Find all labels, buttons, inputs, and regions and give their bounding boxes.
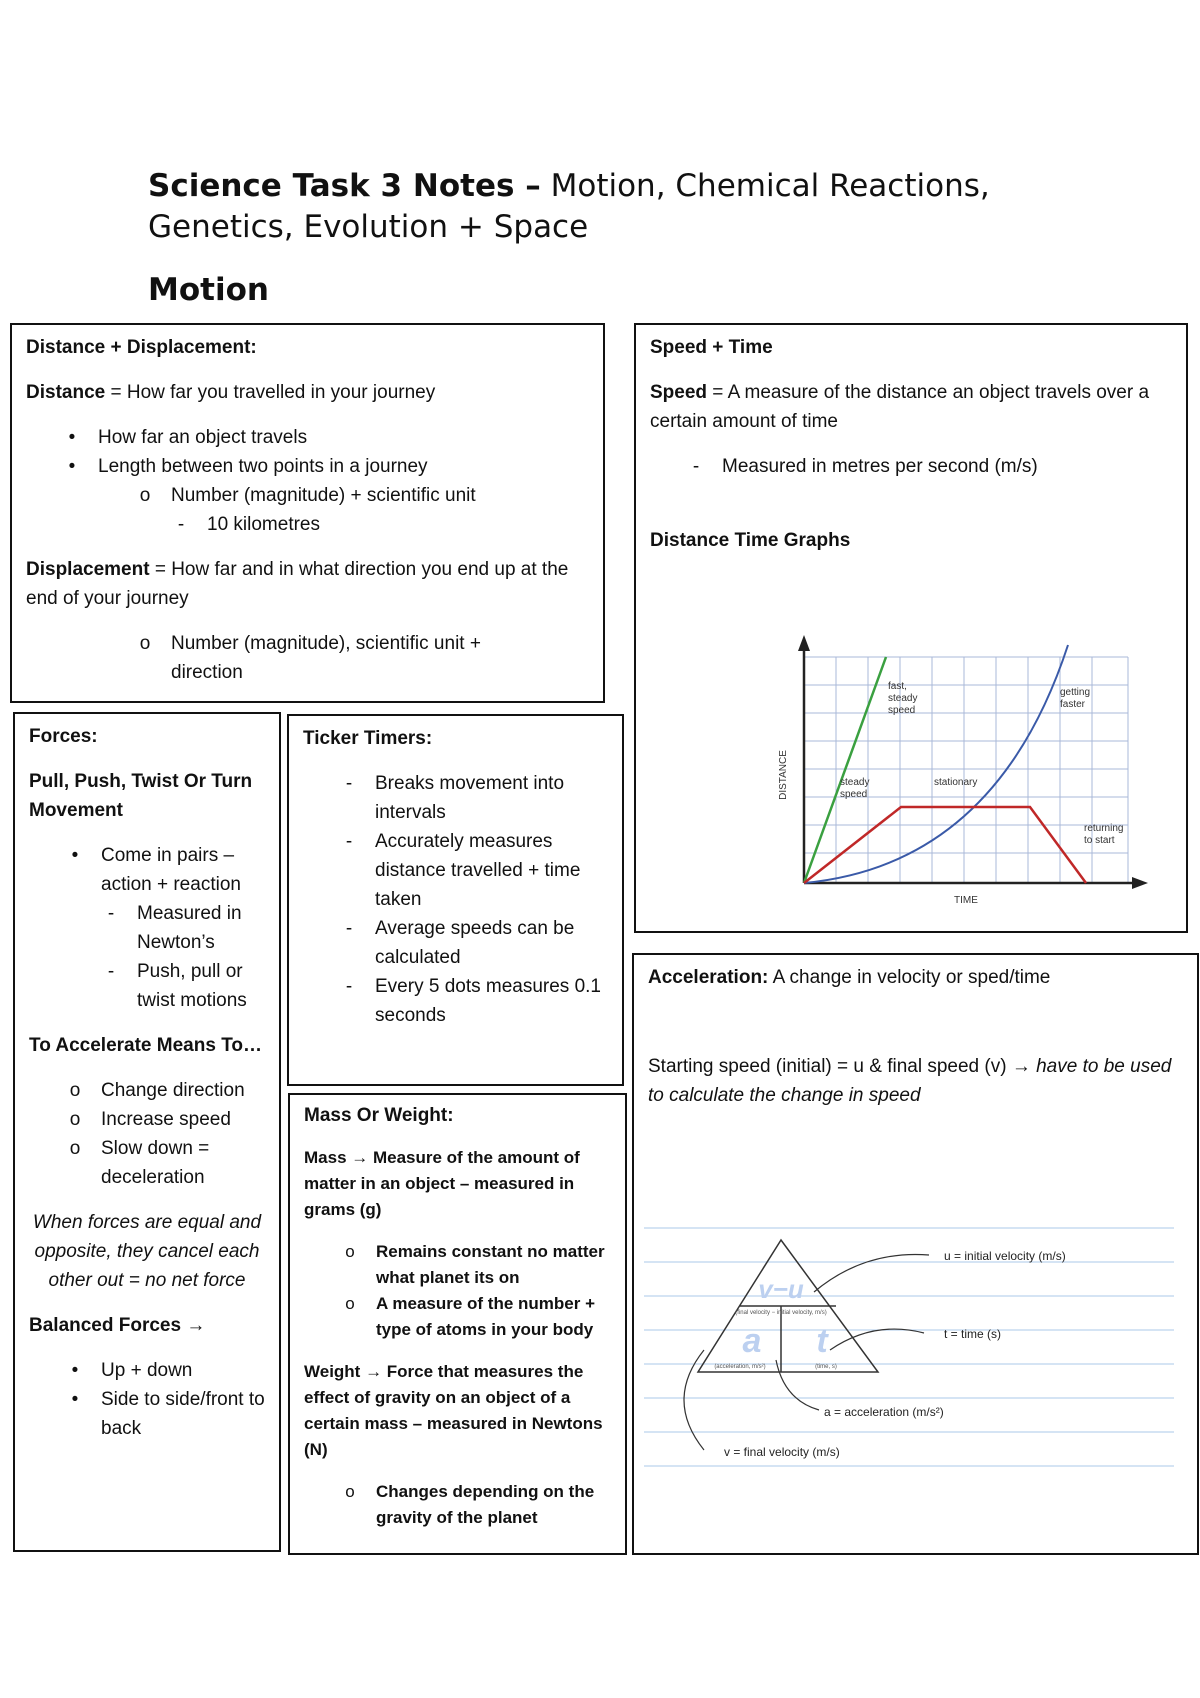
label-fast: fast,: [888, 681, 907, 692]
acceleration-heading: [648, 963, 1183, 992]
accel-item-3: Slow down = deceleration: [101, 1138, 210, 1188]
distance-heading: Distance + Displacement:: [26, 337, 257, 358]
displacement-def-text: = How far and in what direction you end up at the end of your journey: [26, 559, 569, 609]
distance-sub-2: 10 kilometres: [207, 514, 320, 535]
note-t: t = time (s): [944, 1327, 1002, 1341]
distance-time-graph: [776, 635, 1156, 905]
forces-dash-2: Push, pull or twist motions: [137, 961, 247, 1011]
y-axis-arrow-icon: [798, 635, 810, 651]
acceleration-term: Acceleration:: [648, 967, 769, 988]
list-item: • How far an object travels: [68, 427, 308, 448]
note-a: a = acceleration (m/s²): [824, 1405, 944, 1419]
label-steady-1: steady: [888, 693, 918, 704]
label-steady-2: steady: [840, 777, 870, 788]
list-item: o Number (magnitude), scientific unit + direction: [139, 633, 481, 683]
speed-dash-1: Measured in metres per second (m/s): [722, 456, 1038, 477]
list-item: - Measured in metres per second (m/s): [692, 456, 1038, 477]
mass-weight-box: [288, 1093, 627, 1555]
arrow-u: [814, 1254, 929, 1292]
ticker-heading: Ticker Timers:: [303, 728, 433, 749]
ticker-item-4: Every 5 dots measures 0.1 seconds: [375, 976, 601, 1026]
list-item: • Come in pairs – action + reaction: [71, 845, 241, 895]
x-axis-arrow-icon: [1132, 877, 1148, 889]
label-returning: returning: [1084, 823, 1124, 834]
balanced-item-1: Up + down: [101, 1360, 193, 1381]
acceleration-box: [632, 953, 1199, 1555]
label-faster: faster: [1060, 699, 1086, 710]
speed-term: Speed: [650, 382, 708, 403]
acceleration-note-plain: Starting speed (initial) = u & final speed (v) →: [648, 1056, 1037, 1077]
speed-def-text: = A measure of the distance an object travels over a certain amount of time: [650, 382, 1150, 432]
distance-definition: [26, 378, 589, 407]
label-speed-2: speed: [840, 789, 868, 800]
page-title: [148, 166, 1048, 248]
speed-heading: Speed + Time: [650, 337, 773, 358]
list-item: - 10 kilometres: [177, 514, 320, 535]
accel-item-1: Change direction: [101, 1080, 245, 1101]
distance-bullet-2: Length between two points in a journey: [98, 456, 428, 477]
acceleration-note: [648, 1052, 1183, 1110]
accel-item-2: Increase speed: [101, 1109, 231, 1130]
arrow-t: [830, 1329, 924, 1350]
weight-item-1: Changes depending on the gravity of the planet: [376, 1482, 595, 1527]
list-item: o Change direction: [69, 1080, 245, 1101]
accelerate-heading: To Accelerate Means To…: [29, 1035, 262, 1056]
balanced-forces-heading: Balanced Forces →: [29, 1315, 206, 1336]
list-item: - Average speeds can be calculated: [345, 918, 575, 968]
acceleration-formula-sketch: [644, 1210, 1184, 1500]
triangle-top-label: v−u: [758, 1274, 804, 1304]
list-item: • Side to side/front to back: [71, 1389, 265, 1439]
mass-intro: Mass → Measure of the amount of matter in an object – measured in grams (g): [304, 1148, 580, 1219]
list-item: - Every 5 dots measures 0.1 seconds: [345, 976, 601, 1026]
list-item: - Breaks movement into intervals: [345, 773, 565, 823]
list-item: o Increase speed: [69, 1109, 231, 1130]
page-title-rest: Motion, Chemical Reactions, Genetics, Evolution + Space: [148, 168, 990, 245]
list-item: - Accurately measures distance travelled + time taken: [345, 831, 581, 910]
displacement-term: Displacement: [26, 559, 150, 580]
mass-item-1: Remains constant no matter what planet its on: [376, 1242, 605, 1287]
list-item: • Length between two points in a journey: [68, 456, 428, 477]
balanced-item-2: Side to side/front to back: [101, 1389, 265, 1439]
ticker-timers-box: [287, 714, 624, 1086]
displacement-sub: Number (magnitude), scientific unit + direction: [171, 633, 481, 683]
forces-note: When forces are equal and opposite, they cancel each other out = no net force: [32, 1212, 262, 1291]
weight-intro: Weight → Force that measures the effect of gravity on an object of a certain mass – measured in Newtons (N): [304, 1362, 603, 1459]
triangle-a-small: (acceleration, m/s²): [714, 1364, 766, 1370]
triangle-top-small: (final velocity − initial velocity, m/s): [735, 1310, 827, 1316]
distance-sub-1: Number (magnitude) + scientific unit: [171, 485, 476, 506]
stationary-line: [804, 807, 1086, 883]
list-item: o Slow down = deceleration: [69, 1138, 210, 1188]
distance-term: Distance: [26, 382, 106, 403]
distance-def-text: = How far you travelled in your journey: [105, 382, 436, 403]
forces-subheading: Pull, Push, Twist Or Turn Movement: [29, 771, 253, 821]
triangle-t-label: t: [816, 1322, 828, 1360]
triangle-t-small: (time, s): [815, 1364, 837, 1370]
list-item: • Up + down: [71, 1360, 193, 1381]
ticker-item-3: Average speeds can be calculated: [375, 918, 575, 968]
list-item: - Measured in Newton’s: [107, 903, 242, 953]
label-stationary: stationary: [934, 777, 978, 788]
acceleration-note-italic: have to be used to calculate the change in speed: [648, 1056, 1172, 1106]
mass-item-2: A measure of the number + type of atoms in your body: [376, 1294, 596, 1339]
list-item: o Remains constant no matter what planet its on: [345, 1242, 605, 1287]
note-v: v = final velocity (m/s): [724, 1445, 840, 1459]
note-u: u = initial velocity (m/s): [944, 1249, 1066, 1263]
label-to-start: to start: [1084, 835, 1115, 846]
speed-definition: [650, 378, 1172, 436]
speed-time-box: [634, 323, 1188, 933]
ticker-item-1: Breaks movement into intervals: [375, 773, 565, 823]
forces-heading: Forces:: [29, 726, 98, 747]
acceleration-def: A change in velocity or sped/time: [768, 967, 1051, 988]
mass-heading: Mass Or Weight:: [304, 1105, 454, 1126]
distance-bullet-1: How far an object travels: [98, 427, 308, 448]
distance-displacement-box: [10, 323, 605, 703]
y-axis-label: DISTANCE: [778, 750, 789, 800]
label-speed-1: speed: [888, 705, 916, 716]
list-item: o Number (magnitude) + scientific unit: [139, 485, 476, 506]
fast-steady-line: [804, 657, 886, 883]
label-getting: getting: [1060, 687, 1091, 698]
arrow-a: [776, 1360, 819, 1410]
list-item: o Changes depending on the gravity of the planet: [345, 1482, 595, 1527]
displacement-definition: [26, 555, 589, 613]
section-heading: Motion: [148, 272, 269, 308]
forces-bullet-1: Come in pairs – action + reaction: [101, 845, 241, 895]
forces-box: [13, 712, 281, 1552]
list-item: o A measure of the number + type of atoms in your body: [345, 1294, 596, 1339]
page-title-bold: Science Task 3 Notes –: [148, 168, 541, 204]
ticker-item-2: Accurately measures distance travelled + time taken: [375, 831, 581, 910]
triangle-a-label: a: [742, 1322, 762, 1360]
distance-time-graphs-heading: Distance Time Graphs: [650, 530, 851, 551]
forces-dash-1: Measured in Newton’s: [137, 903, 242, 953]
arrow-v: [684, 1350, 704, 1450]
list-item: - Push, pull or twist motions: [107, 961, 247, 1011]
x-axis-label: TIME: [954, 895, 978, 905]
